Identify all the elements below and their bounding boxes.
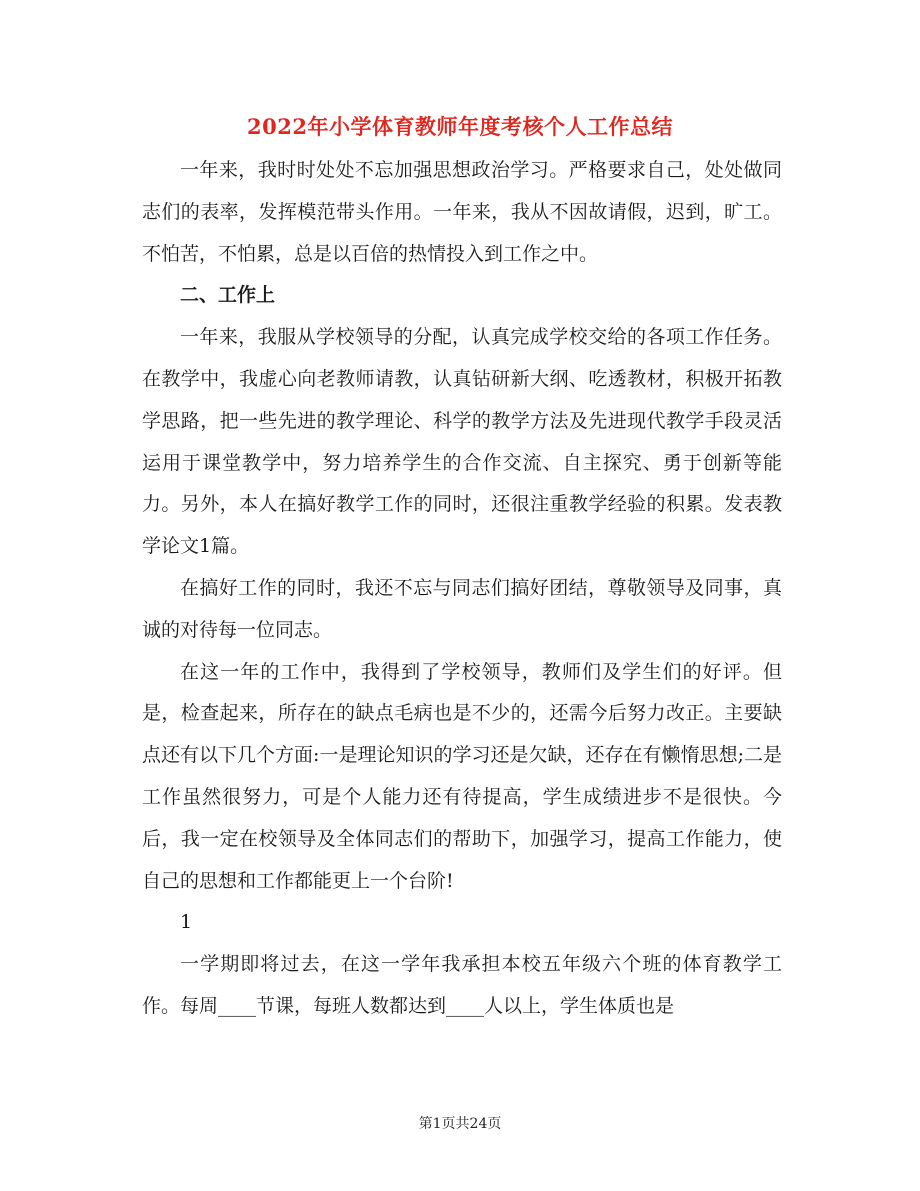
paragraph-semester: 一学期即将过去，在这一学年我承担本校五年级六个班的体育教学工作。每周____节课，每班人数都达到____人以上，学生体质也是 (142, 953, 782, 1017)
document-title: 2022年小学体育教师年度考核个人工作总结 (247, 114, 673, 139)
section-heading-work: 二、工作上 (180, 284, 276, 307)
document-body (142, 150, 782, 1028)
paragraph-intro: 一年来，我时时处处不忘加强思想政治学习。严格要求自己，处处做同志们的表率，发挥模范带头作用。一年来，我从不因故请假，迟到，旷工。不怕苦，不怕累，总是以百倍的热情投入到工作之中。 (142, 159, 782, 265)
inline-number: 1 (180, 911, 193, 934)
paragraph-colleagues: 在搞好工作的同时，我还不忘与同志们搞好团结，尊敬领导及同事，真诚的对待每一位同志。 (142, 576, 782, 641)
paragraph-work: 一年来，我服从学校领导的分配，认真完成学校交给的各项工作任务。在教学中，我虚心向老教师请教，认真钻研新大纲、吃透教材，积极开拓教学思路，把一些先进的教学理论、科学的教学方法及先进现代教学手段灵活运用于课堂教学中，努力培养学生的合作交流、自主探究、勇于创新等能力。另外，本人在搞好教学工作的同时，还很注重教学经验的积累。发表教学论文1篇。 (142, 326, 782, 558)
page-footer: 第1页共24页 (418, 1116, 502, 1132)
paragraph-shortcomings: 在这一年的工作中，我得到了学校领导，教师们及学生们的好评。但是，检查起来，所存在的缺点毛病也是不少的，还需今后努力改正。主要缺点还有以下几个方面:一是理论知识的学习还是欠缺，还存在有懒惰思想;二是工作虽然很努力，可是个人能力还有待提高，学生成绩进步不是很快。今后，我一定在校领导及全体同志们的帮助下，加强学习，提高工作能力，使自己的思想和工作都能更上一个台阶! (142, 660, 782, 892)
